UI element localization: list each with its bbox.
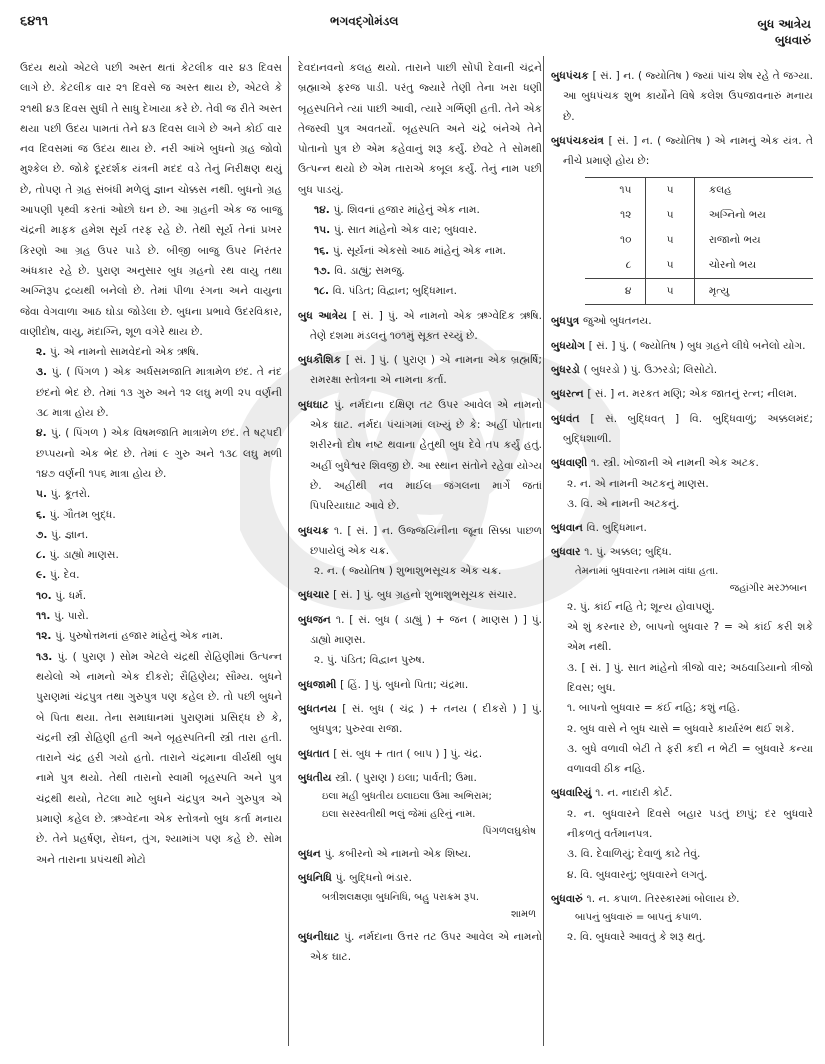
entry-subsense: ૩. વિ. દેવાળિયું; દેવાળું કાઢે તેવું. (567, 848, 701, 861)
entry-definition: [ સં. ] ન. ( જ્યોતિષ ) જ્યાં પાંચ શેષ રહે તે જગ્યા. આ બુધપંચક શુભ કાર્યોને વિષે કલેશ ઉપજાવનારું મનાય છે. (563, 70, 813, 123)
sense-text: પું. શિવનાં હજાર માંહેનું એક નામ. (333, 204, 480, 217)
entry-headword: બુધવાણી (551, 457, 592, 470)
column-1 (20, 58, 282, 870)
table-cell-number: ૧૫ (585, 178, 646, 204)
dictionary-entry (298, 927, 542, 968)
entry-headword: બુધન (298, 848, 325, 861)
dictionary-entry (551, 66, 813, 127)
sense-text: પું. ( પિંગળ ) એક અર્ધસમજાતિ માત્રામેળ છંદ. તે નંદ છંદનો ભેદ છે. તેમાં ૧૩ ગુરુ અને ૧૨ લઘુ મળી ૨૫ વર્ણની ૩૮ માત્રા હોય છે. (36, 366, 282, 420)
table-row (585, 253, 813, 279)
entry-headword: બુધપંચક (551, 70, 593, 82)
column-divider (288, 56, 289, 1046)
sense-number: ૧૫. (314, 224, 334, 237)
table-row (585, 178, 813, 204)
sense-text: પું. જ્ઞાન. (51, 528, 89, 541)
sense-number: ૩. (36, 366, 52, 379)
sense-text: પું. એ નામનો સામવેદનો એક ઋષિ. (49, 346, 200, 359)
dictionary-entry (298, 768, 542, 788)
entry-headword: બુધ આત્રેય (298, 309, 353, 322)
sense-text: પું. સૂર્યનાં એકસો આઠ માંહેનું એક નામ. (332, 244, 507, 257)
entry-definition: પું. નર્મદાના દક્ષિણ તટ ઉપર આવેલ એ નામનો એક ઘાટ. નર્મદા પંચાંગમાં લખ્યું છે કે: અહીં પોતાના શરીરનો દોષ નષ્ટ થવાના હેતુથી બુધ દેવે તપ કર્યું હતું. અહીં બુધેશ્વર શિવજી છે. આ સ્થાન સંતોને રહેવા યોગ્ય છે. અહીંથી નવ માઈલ જંગલના માર્ગે જતાં પિપરિયાઘાટ આવે છે. (310, 398, 542, 513)
page-number: ૬૪૧૧ (20, 14, 49, 29)
sense-item (298, 200, 542, 220)
entry-headword: બુધપુત્ર (551, 315, 583, 328)
dictionary-entry (551, 518, 813, 538)
sense-item (20, 342, 282, 362)
entry-definition: ૧. ન. નાદારી કોર્ટ. (595, 787, 673, 800)
sense-number: ૨. (36, 346, 50, 359)
sense-text: પું. ( પિંગળ ) એક વિષમજાતિ માત્રામેળ છંદ. તે ષટ્પદી છપ્પયનો એક ભેદ છે. તેમાં ૯ ગુરુ અને ૧૩૮ લઘુ મળી ૧૪૭ વર્ણની ૧૫૬ માત્રા હોય છે. (36, 427, 282, 480)
entry-subsense: ૪. વિ. બુધવારનું; બુધવારને લગતું. (567, 868, 708, 881)
sense-text: પું. ડાહ્યો માણસ. (49, 549, 119, 562)
table-row (585, 279, 813, 305)
entry-subsense: ૧. બાપનો બુધવાર = કંઈ નહિ; કશું નહિ. (567, 702, 740, 715)
sense-item (20, 545, 282, 565)
dictionary-entry (298, 744, 542, 764)
dictionary-entry (298, 610, 542, 651)
sense-item (20, 525, 282, 545)
dictionary-entry (551, 336, 813, 356)
dictionary-entry (551, 889, 813, 909)
entry-definition: [ સં. ] પું. એ નામનો એક ઋગ્વેદિક ઋષિ. તેણે દશમા મંડલનું ૧૦૧મું સૂક્ત રચ્યું છે. (310, 309, 542, 342)
table-cell-number: ૧૨ (585, 203, 646, 228)
sense-text: પું. ગૌતમ બુદ્ધ. (49, 508, 116, 521)
sense-number: ૧૧. (36, 610, 55, 623)
table-cell-result: અગ્નિનો ભય (708, 209, 766, 222)
sense-number: ૫. (36, 488, 51, 501)
entry-definition: [ સં. બુધ ( ચંદ્ર ) + તનય ( દીકરો ) ] પું. બુધપુત્ર; પુરુરવા રાજા. (310, 702, 542, 736)
dictionary-entry (298, 395, 542, 517)
entry-headword: બુધરત્ન (551, 388, 588, 401)
sense-item (20, 586, 282, 606)
table-cell-remainder: ૫ (646, 178, 694, 204)
sense-item (298, 261, 542, 281)
entry-subsense: એ શું કરનાર છે, બાપનો બુધવાર ? = એ કાંઈ કરી શકે એમ નથી. (567, 621, 813, 654)
sense-number: ૧૪. (314, 204, 334, 217)
dictionary-entry (551, 311, 813, 331)
entry-headword: બુધકૌશિક (298, 354, 346, 367)
entry-headword: બુધતીય (298, 771, 336, 784)
dictionary-entry (551, 542, 813, 562)
entry-continuation: દેવદાનવનો કલહ થયો. તારાને પાછી સોંપી દેવાની ચંદ્રને બ્રહ્માએ ફરજ પાડી. પરંતુ જ્યારે તેણી તેના ખરા ધણી બૃહસ્પતિને ત્યાં પાછી આવી, ત્યારે ગર્ભિણી હતી. તેને એક તેજસ્વી પુત્ર અવતર્યો. બૃહસ્પતિ અને ચંદ્રે બંનેએ તેને પોતાનો પુત્ર છે એમ કહેવાનું શરૂ કર્યું. છેવટે તે સોમથી ઉત્પન્ન થયો છે એમ તારાએ કબૂલ કર્યું. તેનું નામ પછી બુધ પાડયું. (298, 62, 542, 196)
entry-headword: બુધયોગ (551, 339, 589, 352)
entry-definition: ૧. [ સં. બુધ ( ડાહ્યું ) + જન ( માણસ ) ] પું. ડાહ્યો માણસ. (310, 613, 542, 647)
sense-number: ૯. (36, 569, 50, 582)
entry-definition: [ સં. બુધ + તાત ( બાપ ) ] પું. ચંદ્ર. (333, 747, 483, 760)
sense-text: પું. પારો. (54, 610, 89, 623)
entry-definition: [ સં. ] પું. બુધ ગ્રહનો શુભાશુભસૂચક સંચાર. (333, 589, 517, 602)
sense-item (20, 505, 282, 525)
sense-text: પું. દેવ. (49, 569, 80, 582)
sense-number: ૭. (36, 528, 52, 541)
table-cell-number: ૧૦ (585, 228, 646, 253)
entry-headword: બુધજામી (298, 678, 341, 691)
sense-item (20, 565, 282, 585)
entry-definition: [ સં. ] પું. ( પુરાણ ) એ નામના એક બ્રહ્મર્ષિ; રામરક્ષા સ્તોત્રના એ નામના કર્તા. (310, 354, 542, 387)
dictionary-entry (298, 306, 542, 347)
entry-headword: બુધવારિયું (551, 787, 596, 800)
dictionary-entry (298, 675, 542, 695)
sense-number: ૧૩. (36, 650, 58, 663)
entry-definition: [ હિં. ] પું. બુધનો પિતા; ચંદ્રમા. (340, 678, 469, 691)
sense-item (20, 362, 282, 423)
column-3 (551, 62, 813, 948)
sense-text: વિ. ડાહ્યું; સમજુ. (334, 264, 405, 277)
dictionary-entry (298, 521, 542, 562)
entry-headword: બુધતાત (298, 747, 334, 760)
dictionary-entry (551, 384, 813, 404)
entry-headword: બુધવંત (551, 412, 591, 425)
entry-headword: બુધચાર (298, 589, 334, 602)
entry-quote: ઇલા સરસ્વતીથી ભલું જેમાં હરિનું નામ. (322, 809, 476, 821)
entry-subsense: ૨. પું. પંડિત; વિદ્વાન પુરુષ. (314, 654, 426, 667)
entry-definition: સ્ત્રી. ( પુરાણ ) ઇલા; પાર્વતી; ઉમા. (335, 771, 477, 784)
budhpanchak-yantra-table (585, 177, 813, 305)
table-cell-remainder: ૫ (646, 203, 694, 228)
sense-item (298, 281, 542, 301)
entry-headword: બુધનીઘાટ (298, 930, 345, 943)
entry-headword: બુધવારું (551, 892, 587, 905)
entry-quote: તેમનામાં બુધવારના તમામ વાંધા હતા. (575, 565, 719, 577)
entry-subsense: ૨. પું. કાંઈ નહિ તે; શૂન્ય હોવાપણું. (567, 600, 715, 613)
sense-text: પું. ધર્મ. (55, 589, 87, 602)
quote-source: શામળ (510, 908, 536, 920)
entry-definition: પું. બુદ્ધિનો ભંડાર. (335, 872, 413, 885)
quote-source: જહાંગીર મરઝબાન (729, 582, 807, 594)
sense-number: ૧૮. (314, 285, 333, 298)
sense-number: ૧૭. (314, 264, 335, 277)
entry-definition: ૧. સ્ત્રી. ખોજાની એ નામની એક અટક. (591, 457, 759, 470)
entry-headword: બુધતનય (298, 702, 343, 715)
sense-number: ૧૬. (314, 244, 333, 257)
sense-item (20, 647, 282, 870)
entry-definition: [ સં. ] પું. ( જ્યોતિષ ) બુધ ગ્રહને લીધે બનેલો યોગ. (588, 339, 806, 352)
entry-headword: બુધઘાટ (298, 398, 335, 411)
entry-continuation: ઉદય થયો એટલે પછી અસ્ત થતાં કેટલીક વાર ૪૩ દિવસ લાગે છે. કેટલીક વાર ૨૧ દિવસે જ અસ્ત થાય છે, એટલે કે ૨૧થી ૪૩ દિવસ સુધી તે સાધુ દેખાયા કરે છે. તેવી જ રીતે અસ્ત થયા પછી ઉદય પામતાં તેને ૪૩ દિવસ લાગે છે અને કોઈ વાર નવ દિવસમાં જ ઉદય થાય છે. નરી આંખે બુધનો ગ્રહ જોવો મુશ્કેલ છે. જોકે દૂરદર્શક યંત્રની મદદ વડે તેનું નિરીક્ષણ થયું છે, તોપણ તે ગ્રહ સંબંધી મળેલું જ્ઞાન ચોક્કસ નથી. બુધનો ગ્રહ આપણી પૃથ્વી કરતાં ઓછો ઘન છે. આ ગ્રહની એક જ બાજુ ચંદ્રની માફક હમેશ સૂર્ય તરફ રહે છે. તેથી સૂર્ય તેનાં પ્રખર કિરણો આ ગ્રહ ઉપર પાડે છે. બીજી બાજુ ઉપર નિરંતર અંધકાર રહે છે. પુરાણ અનુસાર બુધ ગ્રહનો રથ વાયુ તથા અગ્નિરૂપ દ્રવ્યથી બનેલો છે. તેમાં પીળા રંગના અને વાયુના જેવા વેગવાળા આઠ ઘોડા જોડેલા છે. બુધના પ્રભાવે ઉદરવિકાર, વાણીદોષ, વાયુ, મંદાગ્નિ, શૂળ વગેરે થાય છે. (20, 62, 282, 338)
entry-subsense: ૩. [ સં. ] પું. સાત માંહેનો ત્રીજો વાર; અઠવાડિયાનો ત્રીજો દિવસ; બુધ. (567, 661, 813, 694)
dictionary-entry (298, 699, 542, 740)
entry-quote: બત્રીશલક્ષણા બુધનિધિ, બહુ પરાક્રમ રૂપ. (322, 891, 479, 903)
entry-headword: બુધવાન (551, 522, 587, 535)
guide-words (758, 16, 812, 48)
entry-subsense: ૩. બુધે વળાવી બેટી તે ફરી કદી ન ભેટી = બુધવારે કન્યા વળાવવી ઠીક નહિ. (567, 742, 813, 776)
entry-headword: બુધરડો (551, 364, 584, 377)
entry-quote: ઇલા મહી બુધતીય ઇલાઇલા ઉમા અભિરામ; (322, 791, 492, 803)
dictionary-entry (551, 409, 813, 450)
entry-definition: વિ. બુદ્ધિમાન. (586, 522, 647, 535)
table-cell-remainder: ૫ (646, 253, 694, 279)
sense-text: વિ. પંડિત; વિદ્વાન; બુદ્ધિમાન. (332, 285, 458, 298)
sense-text: પું. ( પુરાણ ) સોમ એટલે ચંદ્રથી રોહિણીમાં ઉત્પન્ન થયેલો એ નામનો એક દીકરો; રૌહિણેય; સૌમ્ય. બુધને પુરાણમાં ચંદ્રપુત્ર તથા ગુરુપુત્ર પણ કહેલ છે. તો પછી બુધને બે પિતા થયા. તેના સમાધાનમાં પુરાણમાં પ્રસિદ્ધ છે કે, ચંદ્રની સ્ત્રી રોહિણી હતી અને બૃહસ્પતિની સ્ત્રી તારા હતી. તારાને ચંદ્ર હરી ગયો હતો. તારાને ચંદ્રમાના વીર્યથી બુધ નામે પુત્ર થયો. તેથી તારાનો સ્વામી બૃહસ્પતિ અને પુત્ર ચંદ્રથી થયો, તેટલા માટે બુધને ચંદ્રપુત્ર અને ગુરુપુત્ર એ પ્રમાણે કહેલ છે. ઋગ્વેદના એક સ્તોત્રનો બુધ કર્તા મનાય છે. તેને પ્રહર્ષણ, રોધન, તુંગ, શ્યામાંગ પણ કહે છે. સોમ અને તારાના પ્રપંચથી મોટો (36, 650, 282, 866)
sense-number: ૬. (36, 508, 50, 521)
entry-headword: બુધવાર (551, 546, 585, 559)
dictionary-entry (551, 131, 813, 172)
sense-text: પું. સાત માંહેનો એક વાર; બુધવાર. (333, 224, 478, 237)
entry-definition: [ સં. બુદ્ધિવત્ ] વિ. બુદ્ધિવાળું; અક્કલમંદ; બુદ્ધિશાળી. (563, 412, 813, 445)
quote-source: પિંગળલઘુકોષ (482, 826, 536, 838)
book-title: ભગવદ્ગોમંડલ (330, 14, 399, 28)
entry-definition: ૧. પું. અક્કલ; બુદ્ધિ. (584, 546, 672, 559)
entry-headword: બુધજન (298, 613, 336, 626)
column-divider (543, 56, 544, 1046)
sense-item (20, 606, 282, 626)
entry-definition: પું. કબીરનો એ નામનો એક શિષ્ય. (324, 848, 472, 861)
sense-number: ૧૨. (36, 630, 56, 643)
dictionary-entry (551, 360, 813, 380)
dictionary-entry (551, 453, 813, 473)
dictionary-entry (298, 868, 542, 888)
entry-definition: ૧. [ સં. ] ન. ઉજ્જયિનીના જૂના સિક્કા પાછળ છપાયેલું એક ચક્ર. (310, 524, 542, 557)
entry-subsense: ૨. ન. એ નામની અટકનું માણસ. (567, 477, 709, 490)
table-cell-remainder: ૫ (646, 228, 694, 253)
sense-item (20, 423, 282, 484)
column-2 (298, 58, 542, 967)
table-row (585, 203, 813, 228)
table-cell-result: મૃત્યુ (694, 279, 813, 305)
entry-subsense: ૨. ન. ( જ્યોતિષ ) શુભાશુભસૂચક એક ચક્ર. (314, 565, 502, 578)
sense-text: પું. પુરુષોત્તમનાં હજાર માંહેનું એક નામ. (55, 630, 224, 643)
table-cell-number: ૮ (585, 253, 646, 279)
entry-headword: બુધચક્ર (298, 524, 334, 537)
entry-definition: ૧. ન. કપાળ. તિરસ્કારમાં બોલાય છે. (586, 892, 740, 905)
entry-headword: બુધનિધિ (298, 872, 336, 885)
dictionary-entry (298, 585, 542, 605)
guide-word-bottom: બુધવારું (774, 33, 811, 47)
dictionary-entry (298, 350, 542, 391)
entry-definition: ( બુધરડો ) પું. ઉઝરડો; લિસોટો. (583, 364, 718, 377)
sense-text: પું. કૂતરો. (50, 488, 91, 501)
sense-number: ૪. (36, 427, 51, 440)
sense-number: ૮. (36, 549, 50, 562)
dictionary-entry (551, 783, 813, 803)
sense-item (20, 626, 282, 646)
sense-item (20, 484, 282, 504)
entry-subsense: ૨. વિ. બુધવારે આવતું કે શરૂ થતું. (567, 931, 706, 944)
table-cell-result: રાજાનો ભય (708, 234, 761, 247)
entry-definition: [ સં. ] ન. મરકત મણિ; એક જાતનું રત્ન; નીલમ. (587, 388, 798, 401)
table-cell-result: ચોરનો ભય (708, 259, 757, 272)
table-cell-remainder: ૫ (646, 279, 694, 305)
entry-quote: બાપનું બુધવારું = બાપનું કપાળ. (575, 912, 702, 924)
entry-definition: જુઓ બુધતનય. (582, 315, 652, 328)
guide-word-top: બુધ આત્રેય (757, 17, 811, 31)
entry-definition: પું. નર્મદાના ઉત્તર તટ ઉપર આવેલ એ નામનો એક ઘાટ. (310, 930, 542, 963)
table-row (585, 228, 813, 253)
sense-number: ૧૦. (36, 589, 56, 602)
dictionary-entry (298, 844, 542, 864)
entry-subsense: ૩. વિ. એ નામની અટકનું. (567, 497, 680, 510)
entry-headword: બુધપંચકયંત્ર (551, 134, 609, 147)
sense-item (298, 220, 542, 240)
entry-definition: [ સં. ] ન. ( જ્યોતિષ ) એ નામનું એક યંત્ર. તે નીચે પ્રમાણે હોય છે: (563, 134, 813, 168)
page-header (0, 10, 825, 50)
entry-subsense: ૨. બુધ વાસે ને બુધ ચાસે = બુધવારે કાર્યારંભ થઈ શકે. (567, 722, 795, 735)
table-cell-number: ૪ (585, 279, 646, 305)
table-cell-result: કલહ (694, 178, 813, 204)
sense-item (298, 241, 542, 261)
entry-subsense: ૨. ન. બુધવારને દિવસે બહાર પડતું છાપું; દર બુધવારે નીકળતું વર્તમાનપત્ર. (567, 807, 813, 841)
